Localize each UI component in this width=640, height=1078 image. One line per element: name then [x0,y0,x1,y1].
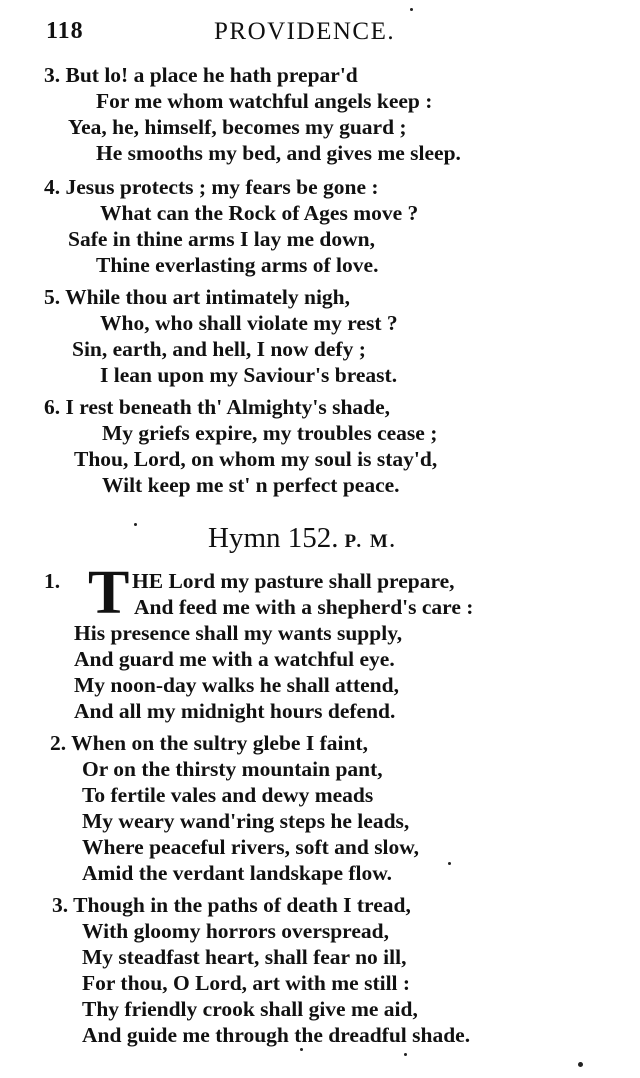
stanza-number: 6. [44,395,61,419]
verse-line: Thine everlasting arms of love. [96,253,379,277]
stanza-number: 5. [44,285,61,309]
stanza-number: 2. [50,731,67,755]
verse-line: Safe in thine arms I lay me down, [68,227,375,251]
running-head: PROVIDENCE. [214,18,396,45]
verse-line: For me whom watchful angels keep : [96,89,433,113]
verse-line: Wilt keep me st' n perfect peace. [102,473,400,497]
verse-line: With gloomy horrors overspread, [82,919,389,943]
verse-line: Though in the paths of death I tread, [73,893,411,917]
verse-line: Or on the thirsty mountain pant, [82,757,383,781]
stanza-number: 3. [44,63,61,87]
verse-line: For thou, O Lord, art with me still : [82,971,411,995]
verse-line: Jesus protects ; my fears be gone : [65,175,379,199]
verse-line: He smooths my bed, and gives me sleep. [96,141,461,165]
verse-line: HE Lord my pasture shall prepare, [132,569,455,593]
print-speck [300,1048,303,1051]
print-speck [134,523,137,526]
verse-line: My weary wand'ring steps he leads, [82,809,410,833]
verse-line: And guard me with a watchful eye. [74,647,395,671]
verse-line: My noon-day walks he shall attend, [74,673,399,697]
stanza-number: 3. [52,893,69,917]
stanza-line [44,284,350,310]
verse-line: I lean upon my Saviour's breast. [100,363,398,387]
print-speck [578,1062,583,1067]
verse-line: Thy friendly crook shall give me aid, [82,997,418,1021]
hymn-number-title: Hymn 152. [208,522,339,554]
verse-line: To fertile vales and dewy meads [82,783,374,807]
stanza-line [44,62,358,88]
print-speck [410,8,413,11]
print-speck [404,1053,407,1056]
drop-cap: T [88,559,130,627]
verse-line: My steadfast heart, shall fear no ill, [82,945,407,969]
verse-line: Who, who shall violate my rest ? [100,311,398,335]
verse-line: Yea, he, himself, becomes my guard ; [68,115,407,139]
verse-line: While thou art intimately nigh, [65,285,351,309]
verse-line: What can the Rock of Ages move ? [100,201,419,225]
print-speck [448,862,451,865]
stanza-line [44,394,390,420]
verse-line: When on the sultry glebe I faint, [71,731,368,755]
page-number: 118 [46,18,84,44]
verse-line: And all my midnight hours defend. [74,699,396,723]
verse-line: And guide me through the dreadful shade. [82,1023,471,1047]
stanza-number: 4. [44,175,61,199]
verse-line: Thou, Lord, on whom my soul is stay'd, [74,447,438,471]
verse-line: Sin, earth, and hell, I now defy ; [72,337,366,361]
stanza-line [50,730,368,756]
hymn-meter: P. M. [344,531,397,552]
hymn-title [208,522,397,555]
verse-line: His presence shall my wants supply, [74,621,403,645]
page-header [40,18,600,52]
verse-line: Amid the verdant landskape flow. [82,861,392,885]
verse-line: Where peaceful rivers, soft and slow, [82,835,419,859]
verse-line: I rest beneath th' Almighty's shade, [65,395,391,419]
stanza-number: 1. [44,569,61,593]
verse-line: And feed me with a shepherd's care : [134,595,474,619]
verse-line: My griefs expire, my troubles cease ; [102,421,438,445]
stanza-line [52,892,411,918]
verse-line: But lo! a place he hath prepar'd [65,63,358,87]
stanza-line [44,174,379,200]
